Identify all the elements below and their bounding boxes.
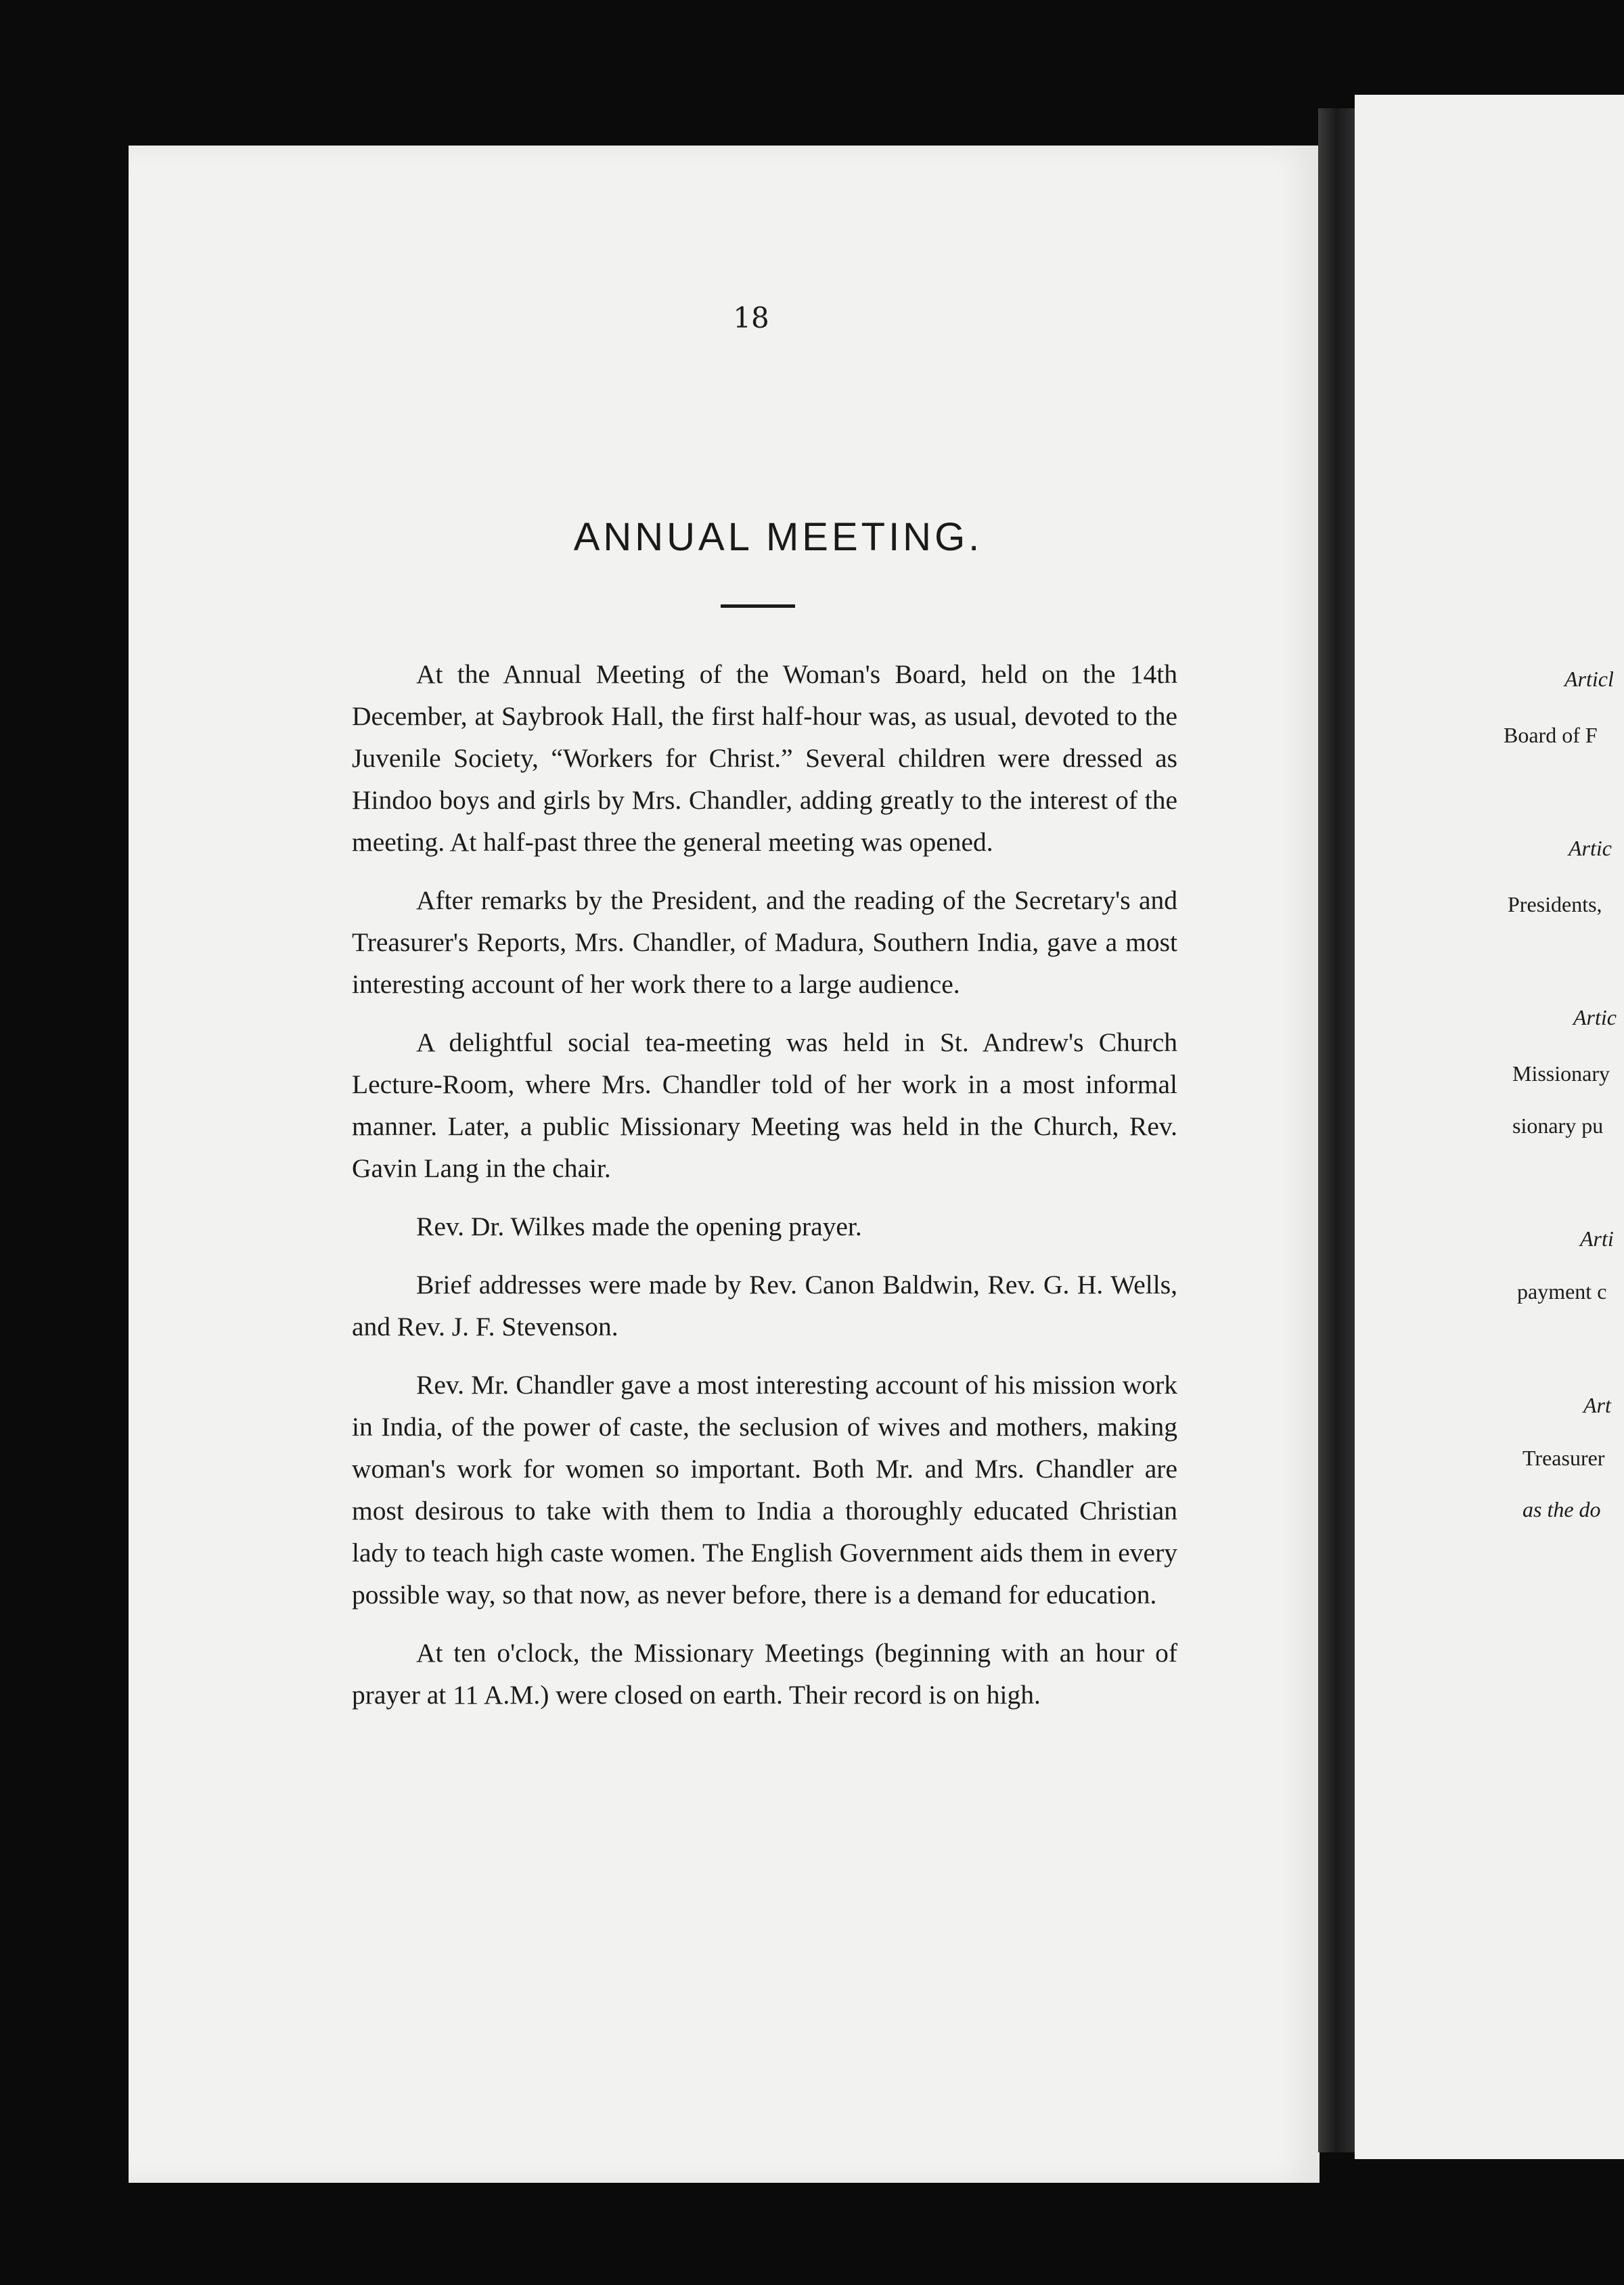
right-page-line: Presidents,: [1508, 892, 1602, 916]
right-page-line: Missionary: [1512, 1061, 1610, 1086]
paragraph: Brief addresses were made by Rev. Canon Baldwin, Rev. G. H. Wells, and Rev. J. F. Stevenson.: [352, 1270, 1177, 1341]
page-number: 18: [733, 301, 769, 334]
right-page-line: as the do: [1522, 1497, 1601, 1522]
title-rule: [721, 604, 795, 608]
right-page-line: Artic: [1569, 836, 1612, 860]
paragraph: At ten o'clock, the Missionary Meetings (beginning with an hour of prayer at 11 A.M.) were closed on earth. Their record is on high.: [352, 1638, 1177, 1710]
right-page-line: Board of F: [1504, 723, 1598, 747]
book-gutter: [1318, 108, 1355, 2152]
paragraph: At the Annual Meeting of the Woman's Board, held on the 14th December, at Saybrook Hall, the first half-hour was, as usual, devoted to the Juvenile Society, “Workers for Christ.” Several children were dressed as Hindoo boys and girls by Mrs. Chandler, adding greatly to the interest of the meeting. At half-past three the general meeting was opened.: [352, 659, 1177, 857]
paragraph: Rev. Dr. Wilkes made the opening prayer.: [416, 1212, 862, 1241]
right-page-line: Treasurer: [1522, 1446, 1605, 1470]
right-page-line: Articl: [1564, 667, 1614, 691]
right-page-line: Artic: [1573, 1005, 1617, 1029]
paragraph: Rev. Mr. Chandler gave a most interesting account of his mission work in India, of the power of caste, the seclusion of wives and mothers, making woman's work for women so important. Both Mr. and Mrs. Chandler are most desirous to take with them to India a thoroughly educated Christian lady to teach high caste women. The English Government aids them in every possible way, so that now, as never before, there is a demand for education.: [352, 1370, 1177, 1610]
right-page-line: Art: [1583, 1393, 1611, 1417]
article-body: [352, 653, 1177, 1732]
right-page-line: Arti: [1580, 1226, 1614, 1251]
paragraph: A delightful social tea-meeting was held in St. Andrew's Church Lecture-Room, where Mrs. Chandler told of her work in a most informal manner. Later, a public Missionary Meeting was held in the Church, Rev. Gavin Lang in the chair.: [352, 1027, 1177, 1183]
paragraph: After remarks by the President, and the reading of the Secretary's and Treasurer's Reports, Mrs. Chandler, of Madura, Southern India, gave a most interesting account of her work there to a large audience.: [352, 885, 1177, 999]
right-page-line: sionary pu: [1512, 1113, 1604, 1138]
page-title: ANNUAL MEETING.: [573, 515, 983, 559]
right-page-line: payment c: [1517, 1279, 1607, 1304]
